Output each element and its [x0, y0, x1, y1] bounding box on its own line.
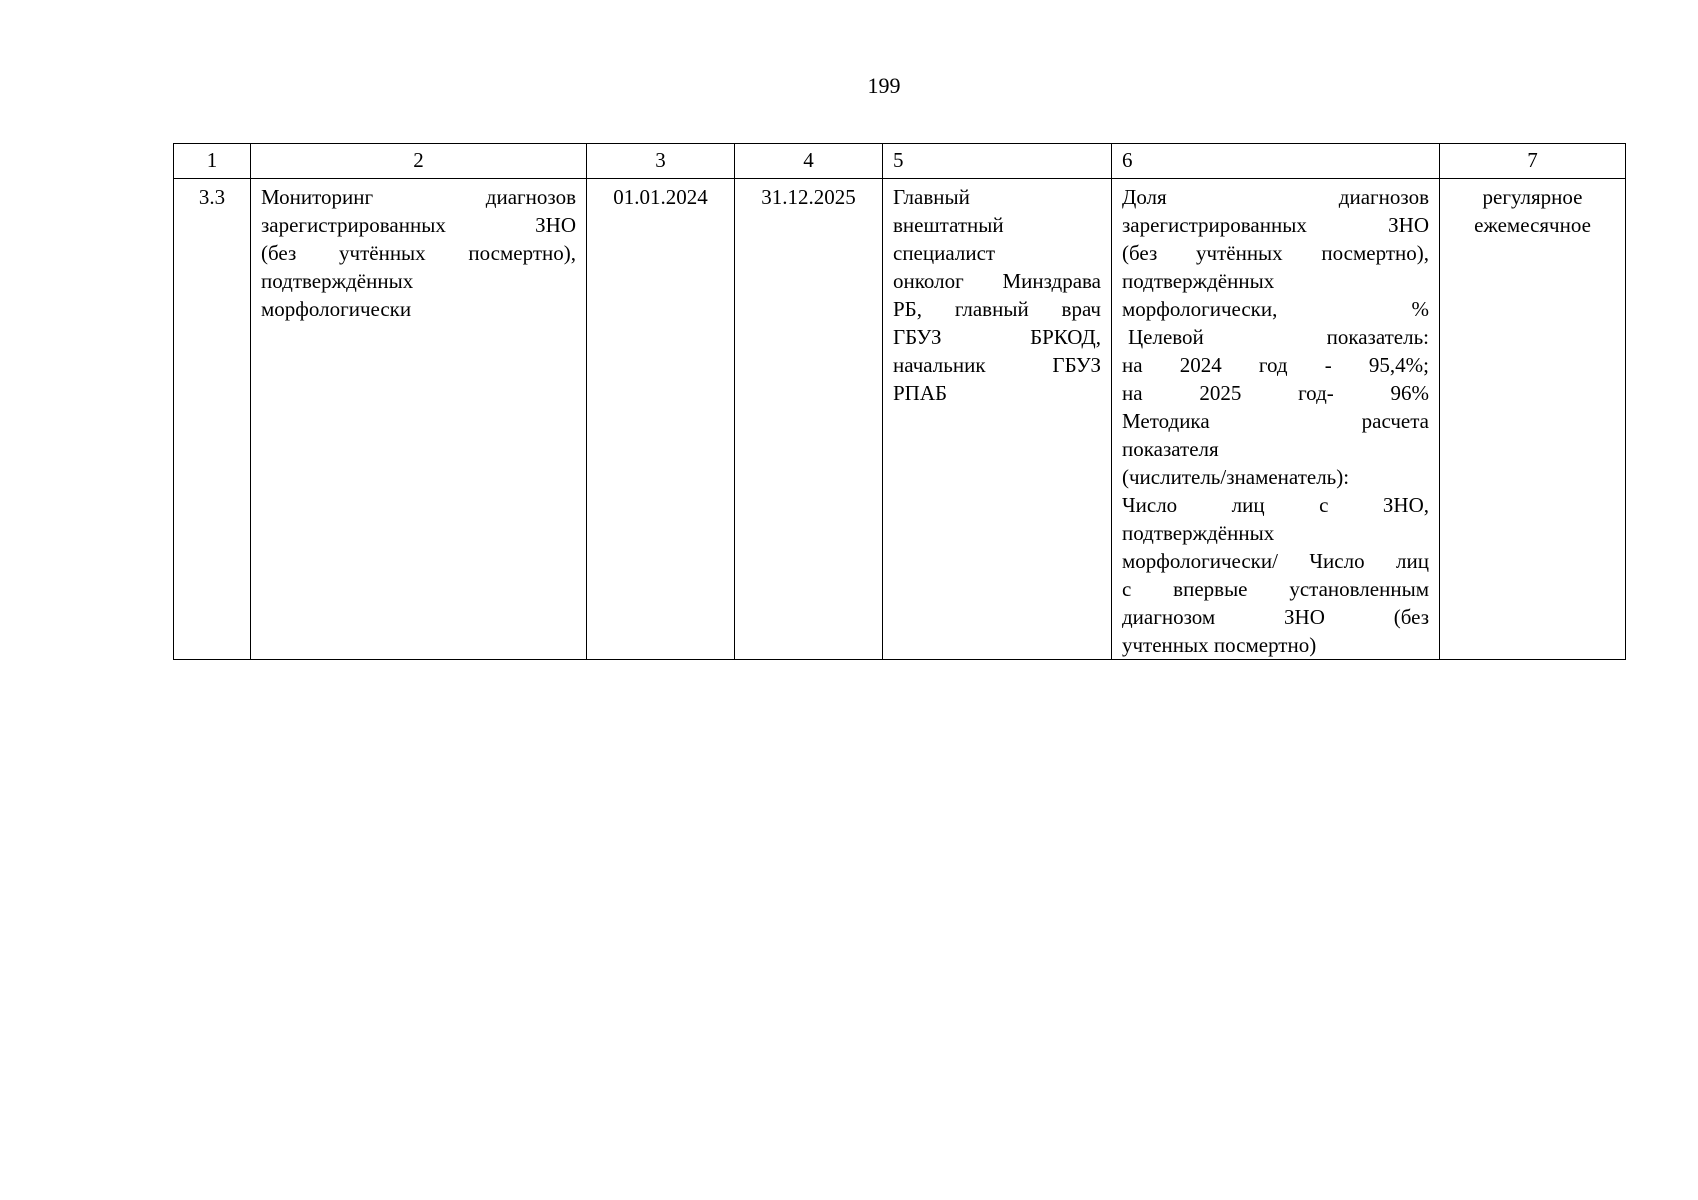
responsible-line: ГБУЗ БРКОД, — [893, 325, 1101, 349]
header-col-2: 2 — [251, 144, 587, 179]
page-number: 199 — [867, 73, 901, 98]
table-row — [174, 179, 1626, 660]
header-col-7: 7 — [1440, 144, 1626, 179]
responsible-line: онколог Минздрава — [893, 269, 1101, 293]
indicator-line: на 2024 год - 95,4%; — [1122, 353, 1429, 377]
monitoring-table — [173, 143, 1626, 660]
end-date: 31.12.2025 — [735, 179, 883, 660]
indicator-line: показателя — [1122, 437, 1219, 461]
responsible-line: начальник ГБУЗ — [893, 353, 1101, 377]
header-col-4: 4 — [735, 144, 883, 179]
indicator-line: диагнозом ЗНО (без — [1122, 605, 1429, 629]
measure-name-line: Мониторинг диагнозов — [261, 185, 576, 209]
indicator-line: Методика расчета — [1122, 409, 1429, 433]
header-col-6: 6 — [1112, 144, 1440, 179]
start-date: 01.01.2024 — [587, 179, 735, 660]
indicator-line: подтверждённых — [1122, 521, 1275, 545]
measure-name-cell — [251, 179, 587, 660]
indicator-line: подтверждённых — [1122, 269, 1275, 293]
indicator-line: (без учтённых посмертно), — [1122, 241, 1429, 265]
indicator-line: Число лиц с ЗНО, — [1122, 493, 1429, 517]
frequency-line: ежемесячное — [1474, 213, 1591, 237]
table-header-row — [174, 144, 1626, 179]
responsible-line: РБ, главный врач — [893, 297, 1101, 321]
indicator-line: морфологически/ Число лиц — [1122, 549, 1429, 573]
measure-name-line: подтверждённых — [261, 269, 414, 293]
frequency-cell — [1440, 179, 1626, 660]
indicator-line: (числитель/знаменатель): — [1122, 465, 1350, 489]
measure-name-line: морфологически — [261, 297, 412, 321]
header-col-3: 3 — [587, 144, 735, 179]
responsible-line: специалист — [893, 241, 996, 265]
indicator-line: Доля диагнозов — [1122, 185, 1429, 209]
header-col-1: 1 — [174, 144, 251, 179]
frequency-line: регулярное — [1482, 185, 1583, 209]
indicator-line: на 2025 год- 96% — [1122, 381, 1429, 405]
row-number: 3.3 — [174, 179, 251, 660]
responsible-line: внештатный — [893, 213, 1004, 237]
indicator-cell — [1112, 179, 1440, 660]
responsible-line: РПАБ — [893, 381, 948, 405]
header-col-5: 5 — [883, 144, 1112, 179]
indicator-line: с впервые установленным — [1122, 577, 1429, 601]
measure-name-line: (без учтённых посмертно), — [261, 241, 576, 265]
measure-name-line: зарегистрированных ЗНО — [261, 213, 576, 237]
responsible-line: Главный — [893, 185, 970, 209]
indicator-line: зарегистрированных ЗНО — [1122, 213, 1429, 237]
indicator-line: учтенных посмертно) — [1122, 633, 1317, 657]
indicator-line: Целевой показатель: — [1128, 325, 1429, 349]
responsible-cell — [883, 179, 1112, 660]
indicator-line: морфологически, % — [1122, 297, 1429, 321]
